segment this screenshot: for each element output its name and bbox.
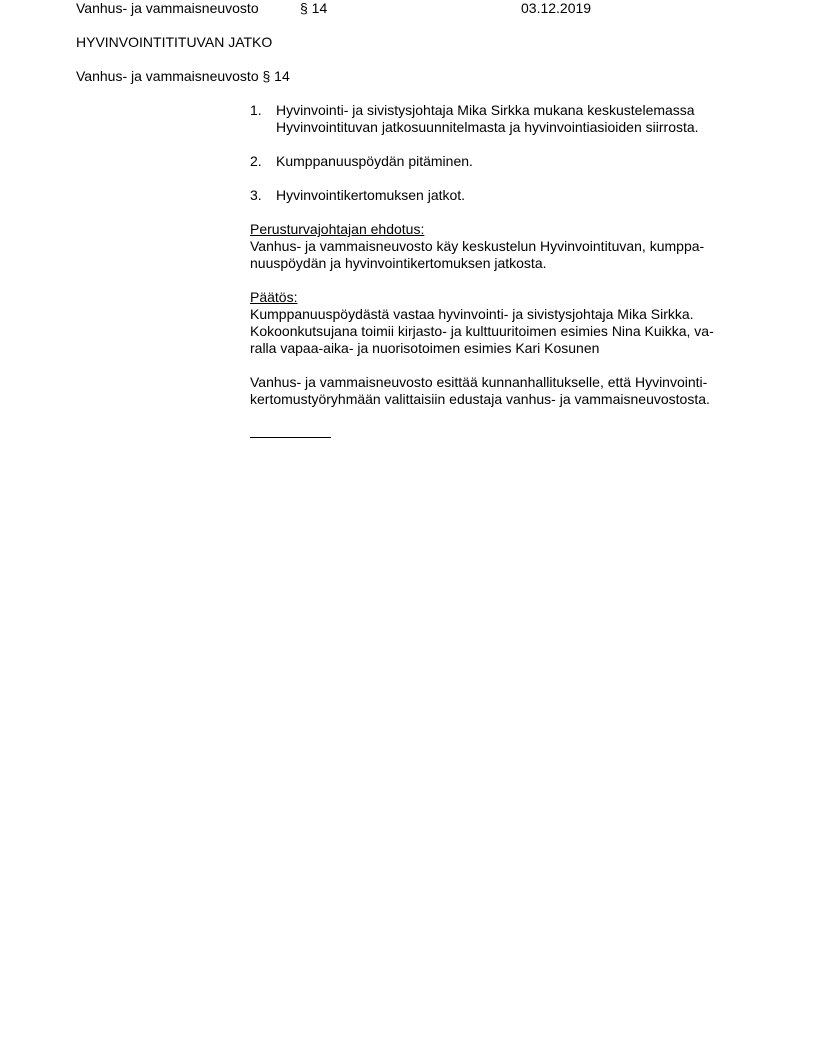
decision-heading: Päätös: <box>250 289 298 305</box>
list-text-line: Hyvinvointi- ja sivistysjohtaja Mika Sirkka mukana keskustelemassa <box>276 102 695 118</box>
list-number: 1. <box>250 102 262 118</box>
header-date: 03.12.2019 <box>521 0 592 16</box>
list-text <box>276 153 746 170</box>
decision-line: Kokoonkutsujana toimii kirjasto- ja kulttuuritoimen esimies Nina Kuikka, va- <box>250 323 714 339</box>
decision-line: Kumppanuuspöydästä vastaa hyvinvointi- ja sivistysjohtaja Mika Sirkka. <box>250 306 694 322</box>
proposal-line: nuuspöydän ja hyvinvointikertomuksen jatkosta. <box>250 255 547 271</box>
decision-line: ralla vapaa-aika- ja nuorisotoimen esimies Kari Kosunen <box>250 340 600 356</box>
list-text <box>276 187 746 204</box>
list-number: 2. <box>250 153 262 169</box>
decision-extra-block <box>250 374 750 408</box>
document-title: HYVINVOINTITITUVAN JATKO <box>76 34 273 50</box>
decision-extra-line: Vanhus- ja vammaisneuvosto esittää kunnanhallitukselle, että Hyvinvointi- <box>250 374 708 390</box>
header-section-number: § 14 <box>300 0 328 16</box>
header-body-name: Vanhus- ja vammaisneuvosto <box>76 0 259 16</box>
decision-extra-line: kertomustyöryhmään valittaisiin edustaja vanhus- ja vammaisneuvostosta. <box>250 391 710 407</box>
list-text-line: Kumppanuuspöydän pitäminen. <box>276 153 473 169</box>
list-number: 3. <box>250 187 262 203</box>
list-text-line: Hyvinvointikertomuksen jatkot. <box>276 187 466 203</box>
proposal-line: Vanhus- ja vammaisneuvosto käy keskustelun Hyvinvointituvan, kumppa- <box>250 238 705 254</box>
list-text <box>276 102 746 136</box>
list-text-line: Hyvinvointituvan jatkosuunnitelmasta ja hyvinvointiasioiden siirrosta. <box>276 119 699 135</box>
proposal-block <box>250 221 750 272</box>
closing-line-divider <box>250 437 331 438</box>
section-subtitle: Vanhus- ja vammaisneuvosto § 14 <box>76 68 290 84</box>
proposal-heading: Perusturvajohtajan ehdotus: <box>250 221 425 237</box>
decision-block <box>250 289 750 357</box>
